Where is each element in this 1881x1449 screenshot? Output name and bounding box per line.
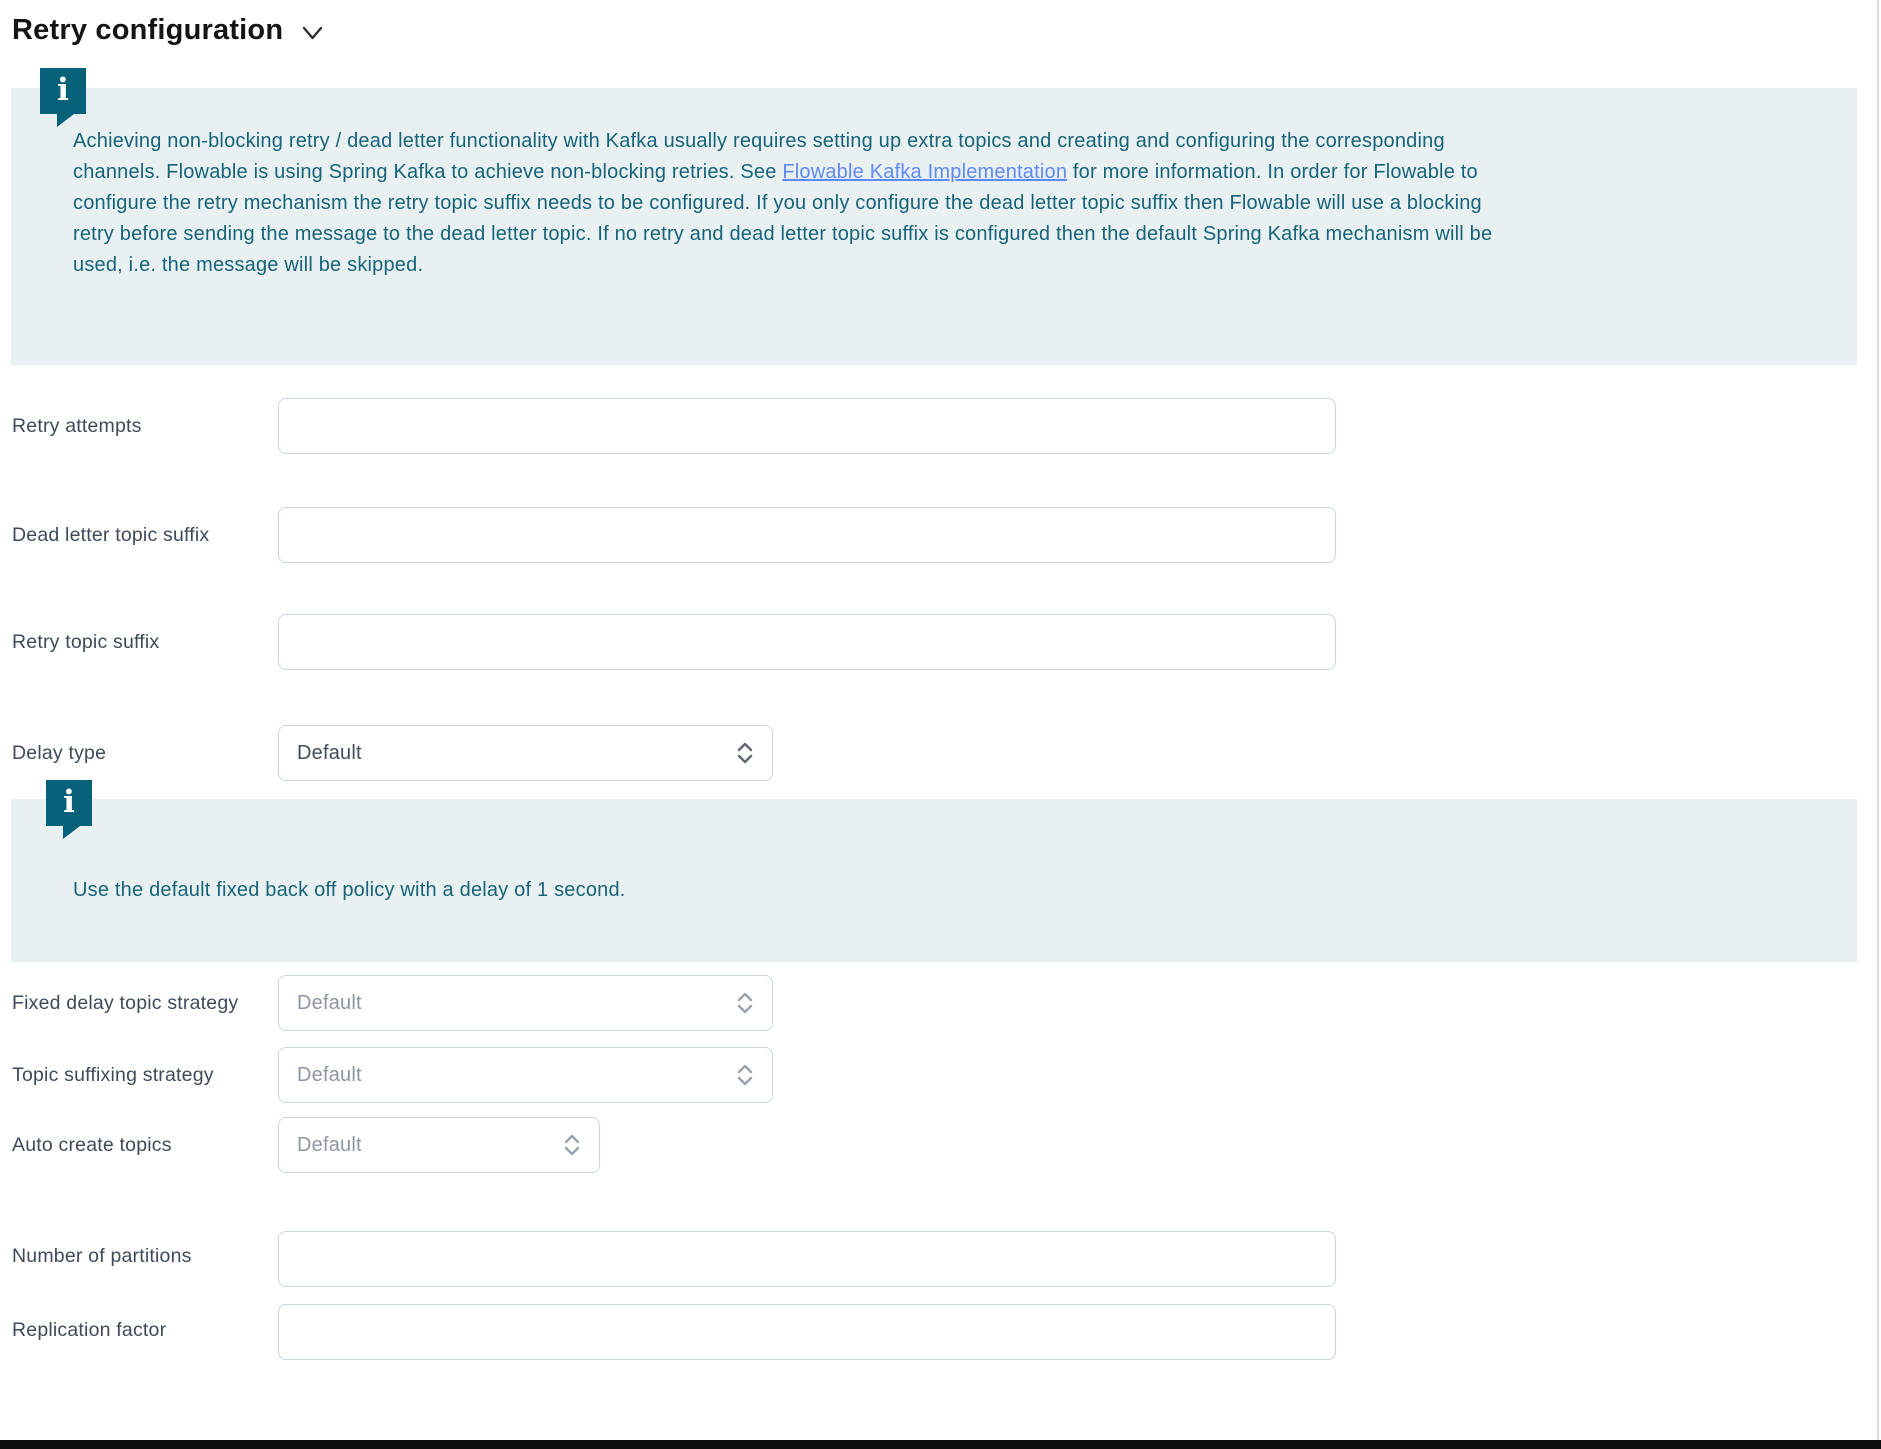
retry-attempts-label: Retry attempts: [12, 415, 142, 437]
delay-type-select-value: Default: [297, 741, 362, 764]
topic-suffixing-strategy-label: Topic suffixing strategy: [12, 1064, 214, 1086]
auto-create-topics-label: Auto create topics: [12, 1134, 172, 1156]
up-down-chevrons-icon: [734, 1063, 756, 1087]
bottom-edge-bar: [0, 1440, 1881, 1449]
info-icon: i: [40, 68, 86, 114]
retry-topic-suffix-input[interactable]: [278, 614, 1336, 670]
info-box-delay-type-help-text: Use the default fixed back off policy with a delay of 1 second.: [73, 879, 626, 901]
auto-create-topics-select-value: Default: [297, 1133, 362, 1156]
up-down-chevrons-icon: [561, 1133, 583, 1157]
panel-right-border: [1877, 0, 1879, 1449]
up-down-chevrons-icon: [734, 991, 756, 1015]
fixed-delay-topic-strategy-select-value: Default: [297, 991, 362, 1014]
delay-type-select[interactable]: [278, 725, 773, 781]
number-of-partitions-input[interactable]: [278, 1231, 1336, 1287]
info-box-kafka-retry-text: [73, 126, 1503, 281]
info-text-before-link: Achieving non-blocking retry / dead letter functionality with Kafka usually requires setting up extra topics and creating and configuring the corresponding channels. Flowable is using Spring Kafka to achieve non-blocking retries. See: [73, 130, 1445, 183]
delay-type-label: Delay type: [12, 742, 107, 764]
replication-factor-input[interactable]: [278, 1304, 1336, 1360]
topic-suffixing-strategy-select-value: Default: [297, 1063, 362, 1086]
fixed-delay-topic-strategy-label: Fixed delay topic strategy: [12, 992, 239, 1014]
info-icon: i: [46, 780, 92, 826]
info-box-kafka-retry: [11, 88, 1857, 365]
retry-topic-suffix-label: Retry topic suffix: [12, 631, 160, 653]
info-box-delay-type-help: [11, 799, 1857, 962]
number-of-partitions-label: Number of partitions: [12, 1245, 192, 1267]
auto-create-topics-select[interactable]: [278, 1117, 600, 1173]
page-title: Retry configuration: [12, 14, 284, 46]
flowable-kafka-implementation-link[interactable]: Flowable Kafka Implementation: [782, 161, 1068, 183]
dead-letter-topic-suffix-label: Dead letter topic suffix: [12, 524, 210, 546]
fixed-delay-topic-strategy-select[interactable]: [278, 975, 773, 1031]
retry-configuration-section-header[interactable]: [12, 14, 326, 47]
retry-attempts-input[interactable]: [278, 398, 1336, 454]
info-text-after-link: for more information. In order for Flowable to configure the retry mechanism the retry topic suffix needs to be configured. If you only configure the dead letter topic suffix then Flowable will use a blocking retry before sending the message to the dead letter topic. If no retry and dead letter topic suffix is configured then the default Spring Kafka mechanism will be used, i.e. the message will be skipped.: [73, 161, 1493, 276]
dead-letter-topic-suffix-input[interactable]: [278, 507, 1336, 563]
topic-suffixing-strategy-select[interactable]: [278, 1047, 773, 1103]
replication-factor-label: Replication factor: [12, 1319, 167, 1341]
up-down-chevrons-icon: [734, 741, 756, 765]
chevron-down-icon[interactable]: [299, 19, 326, 46]
